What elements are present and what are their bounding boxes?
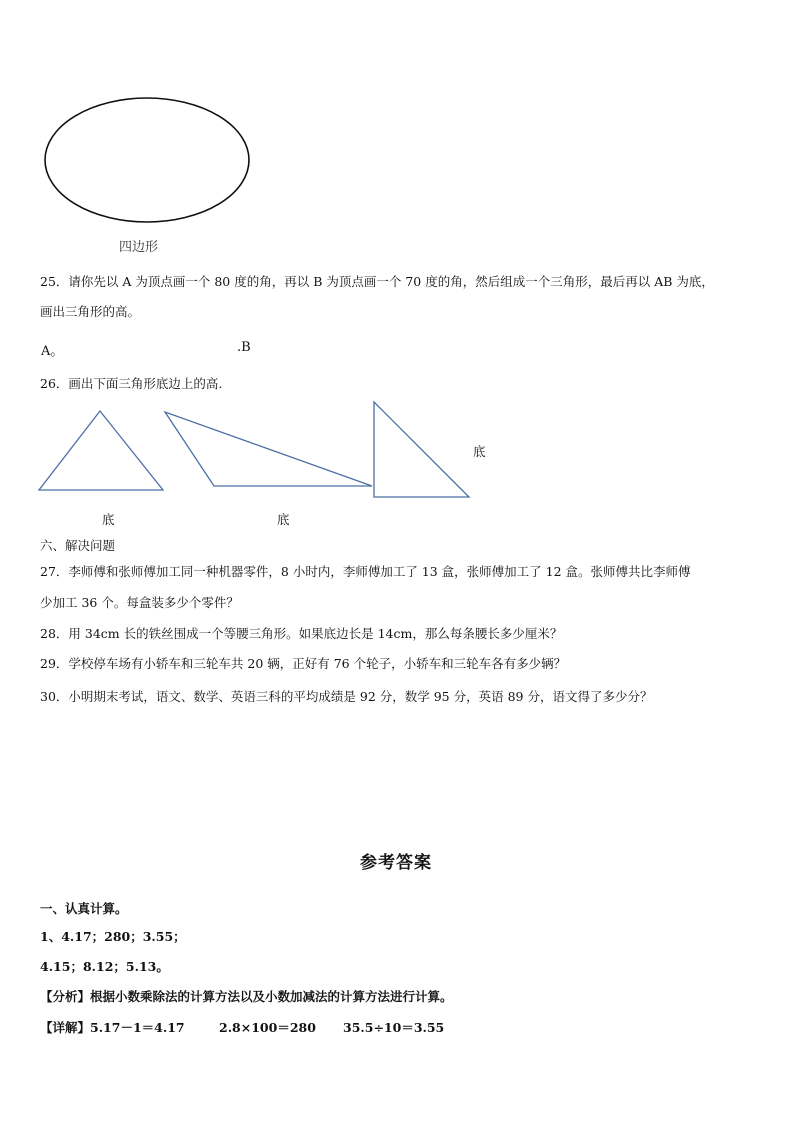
question-26: 26．画出下面三角形底边上的高. <box>40 376 223 391</box>
answer-analysis: 【分析】根据小数乘除法的计算方法以及小数加减法的计算方法进行计算。 <box>40 989 453 1004</box>
answer-detail-3: 35.5÷10＝3.55 <box>343 1020 445 1035</box>
answer-line-1: 1、4.17；280；3.55； <box>40 929 186 944</box>
answer-line-2: 4.15；8.12；5.13。 <box>40 959 169 974</box>
section-6-heading: 六、解决问题 <box>40 538 116 553</box>
triangle-1 <box>39 411 163 490</box>
base-label-2: 底 <box>277 512 290 527</box>
question-29: 29．学校停车场有小轿车和三轮车共 20 辆，正好有 76 个轮子，小轿车和三轮车各有多少辆？ <box>40 656 567 671</box>
answers-title: 参考答案 <box>360 853 432 873</box>
answers-section-1: 一、认真计算。 <box>40 901 128 916</box>
question-28: 28．用 34cm 长的铁丝围成一个等腰三角形。如果底边长是 14cm，那么每条腰长多少厘米？ <box>40 626 563 641</box>
point-a-label: A。 <box>41 344 64 359</box>
question-27-line-2: 少加工 36 个。每盒装多少个零件？ <box>40 595 239 610</box>
answer-detail-1: 【详解】5.17－1＝4.17 <box>40 1020 185 1035</box>
triangle-3 <box>374 402 469 497</box>
question-30: 30．小明期末考试，语文、数学、英语三科的平均成绩是 92 分，数学 95 分，英语 89 分，语文得了多少分？ <box>40 689 653 704</box>
answer-detail-2: 2.8×100＝280 <box>219 1020 316 1035</box>
base-label-3: 底 <box>473 444 486 459</box>
question-27-line-1: 27．李师傅和张师傅加工同一种机器零件，8 小时内，李师傅加工了 13 盒，张师傅加工了 12 盒。张师傅共比李师傅 <box>40 564 691 579</box>
base-label-1: 底 <box>102 512 115 527</box>
ellipse-label: 四边形 <box>119 240 159 255</box>
point-b-label: .B <box>237 340 251 355</box>
triangle-2 <box>165 412 372 486</box>
question-25-line-2: 画出三角形的高。 <box>40 304 141 319</box>
question-25-line-1: 25．请你先以 A 为顶点画一个 80 度的角，再以 B 为顶点画一个 70 度的角，然后组成一个三角形，最后再以 AB 为底， <box>40 274 714 289</box>
quadrilateral-ellipse <box>45 98 249 222</box>
